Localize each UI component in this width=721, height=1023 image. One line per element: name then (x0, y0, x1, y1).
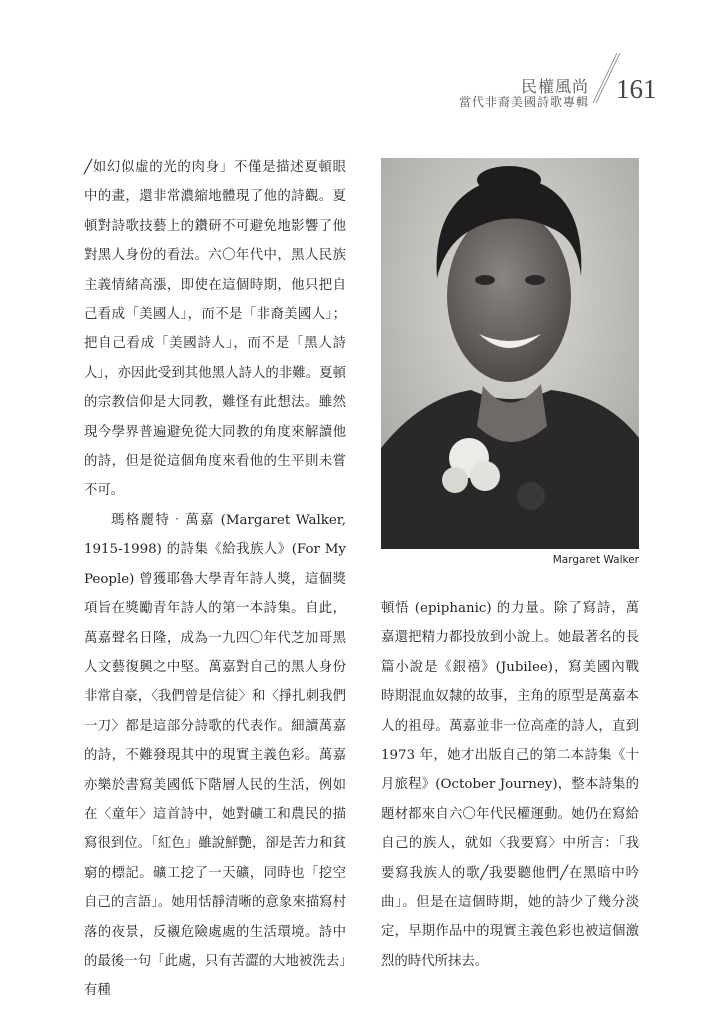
body-paragraph: 頓悟 (epiphanic) 的力量。除了寫詩，萬嘉還把精力都投放到小說上。她最著名的長篇小說是《銀禧》(Jubilee)，寫美國內戰時期混血奴隸的故事，主角的原型是萬嘉本人的祖母。萬嘉並非一位高產的詩人，直到 1973 年，她才出版自己的第二本詩集《十月旅程》(October Journey)，整本詩集的題材都來自六〇年代民權運動。她仍在寫給自己的族人，就如〈我要寫〉中所言：「我要寫我族人的歌╱我要聽他們╱在黑暗中吟曲」。但是在這個時期，她的詩少了幾分淡定，早期作品中的現實主義色彩也被這個激烈的時代所抹去。 (381, 601, 639, 969)
portrait-illustration (381, 158, 639, 549)
left-text-column (84, 153, 346, 1006)
body-paragraph: 瑪格麗特‧萬嘉 (Margaret Walker, 1915-1998) 的詩集《給我族人》(For My People) 曾獲耶魯大學青年詩人獎，這個獎項旨在獎勵青年詩人的第一本詩集。自此，萬嘉聲名日隆，成為一九四〇年代芝加哥黑人文藝復興之中堅。萬嘉對自己的黑人身份非常自豪，〈我們曾是信徒〉和〈掙扎刺我們一刀〉都是這部分詩歌的代表作。細讀萬嘉的詩，不難發現其中的現實主義色彩。萬嘉亦樂於書寫美國低下階層人民的生活，例如在〈童年〉這首詩中，她對礦工和農民的描寫很到位。「紅色」雖說鮮艷，卻是苦力和貧窮的標記。礦工挖了一天礦，同時也「挖空自己的言語」。她用恬靜清晰的意象來描寫村落的夜景，反襯危險處處的生活環境。詩中的最後一句「此處，只有苦澀的大地被洗去」有種 (84, 512, 346, 999)
photo-caption: Margaret Walker (552, 554, 639, 566)
right-text-column (381, 594, 639, 976)
running-header-title: 民權風尚 (520, 77, 589, 96)
portrait-photo (381, 158, 639, 549)
body-paragraph: ╱如幻似虛的光的肉身」不僅是描述夏頓眼中的畫，還非常濃縮地體現了他的詩觀。夏頓對詩歌技藝上的鑽研不可避免地影響了他對黑人身份的看法。六〇年代中，黑人民族主義情緒高漲，即使在這個時期，他只把自己看成「美國人」，而不是「非裔美國人」；把自己看成「美國詩人」，而不是「黑人詩人」，亦因此受到其他黑人詩人的非難。夏頓的宗教信仰是大同教，難怪有此想法。雖然現今學界普遍避免從大同教的角度來解讀他的詩，但是從這個角度來看他的生平則未嘗不可。 (84, 160, 346, 499)
running-header-subtitle: 當代非裔美國詩歌專輯 (458, 95, 589, 109)
page-number: 161 (616, 74, 657, 104)
